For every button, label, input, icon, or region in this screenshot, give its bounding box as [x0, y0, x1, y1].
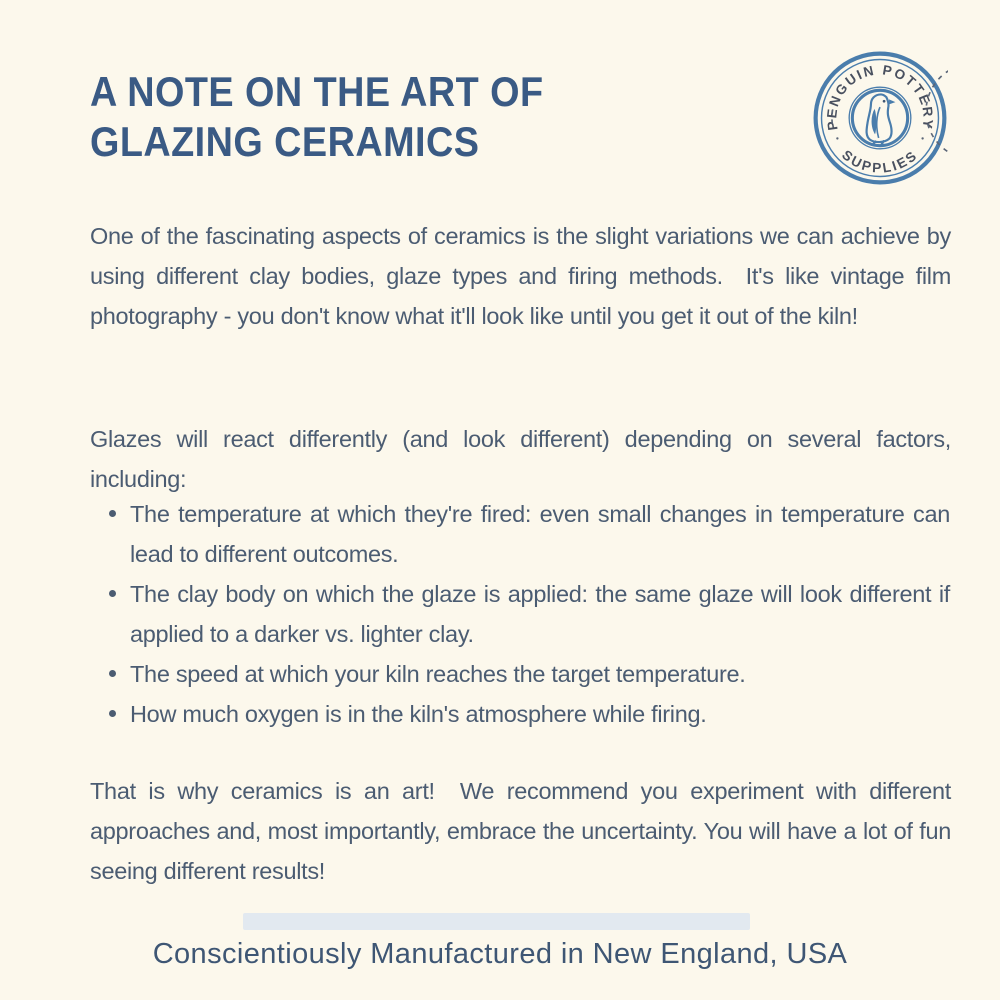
paragraph-factors: Glazes will react differently (and look different) depending on several factors, including:	[90, 426, 958, 492]
badge-top-text: PENGUIN POTTERY	[824, 62, 936, 132]
penguin-body	[867, 94, 892, 142]
factor-list	[130, 494, 950, 734]
list-item: The speed at which your kiln reaches the target temperature.	[130, 654, 950, 694]
list-item: The temperature at which they're fired: even small changes in temperature can lead to different outcomes.	[130, 494, 950, 574]
paragraph-conclusion: That is why ceramics is an art! We recommend you experiment with different approaches and, most importantly, embrace the uncertainty. You will have a lot of fun seeing different results!	[90, 778, 958, 884]
title-line-1: A NOTE ON THE ART OF	[90, 68, 544, 115]
paragraph-intro: One of the fascinating aspects of ceramics is the slight variations we can achieve by using different clay bodies, glaze types and firing methods. It's like vintage film photography - you don't know what it'll look like until you get it out of the kiln!	[90, 223, 958, 329]
penguin-eye	[883, 100, 886, 103]
penguin-icon	[867, 94, 896, 144]
badge-left-dot	[836, 137, 838, 139]
badge-bottom-text: SUPPLIES	[839, 147, 921, 176]
brand-badge	[812, 50, 948, 186]
list-item: The clay body on which the glaze is applied: the same glaze will look different if applied to a darker vs. lighter clay.	[130, 574, 950, 654]
list-item: How much oxygen is in the kiln's atmosphere while firing.	[130, 694, 950, 734]
badge-right-dot	[921, 137, 923, 139]
title-line-2: GLAZING CERAMICS	[90, 118, 480, 165]
brand-logo	[812, 50, 948, 186]
footer-text: Conscientiously Manufactured in New England, USA	[152, 938, 848, 970]
penguin-beak	[889, 99, 895, 104]
page-title	[90, 67, 543, 167]
divider-bar	[243, 913, 750, 930]
